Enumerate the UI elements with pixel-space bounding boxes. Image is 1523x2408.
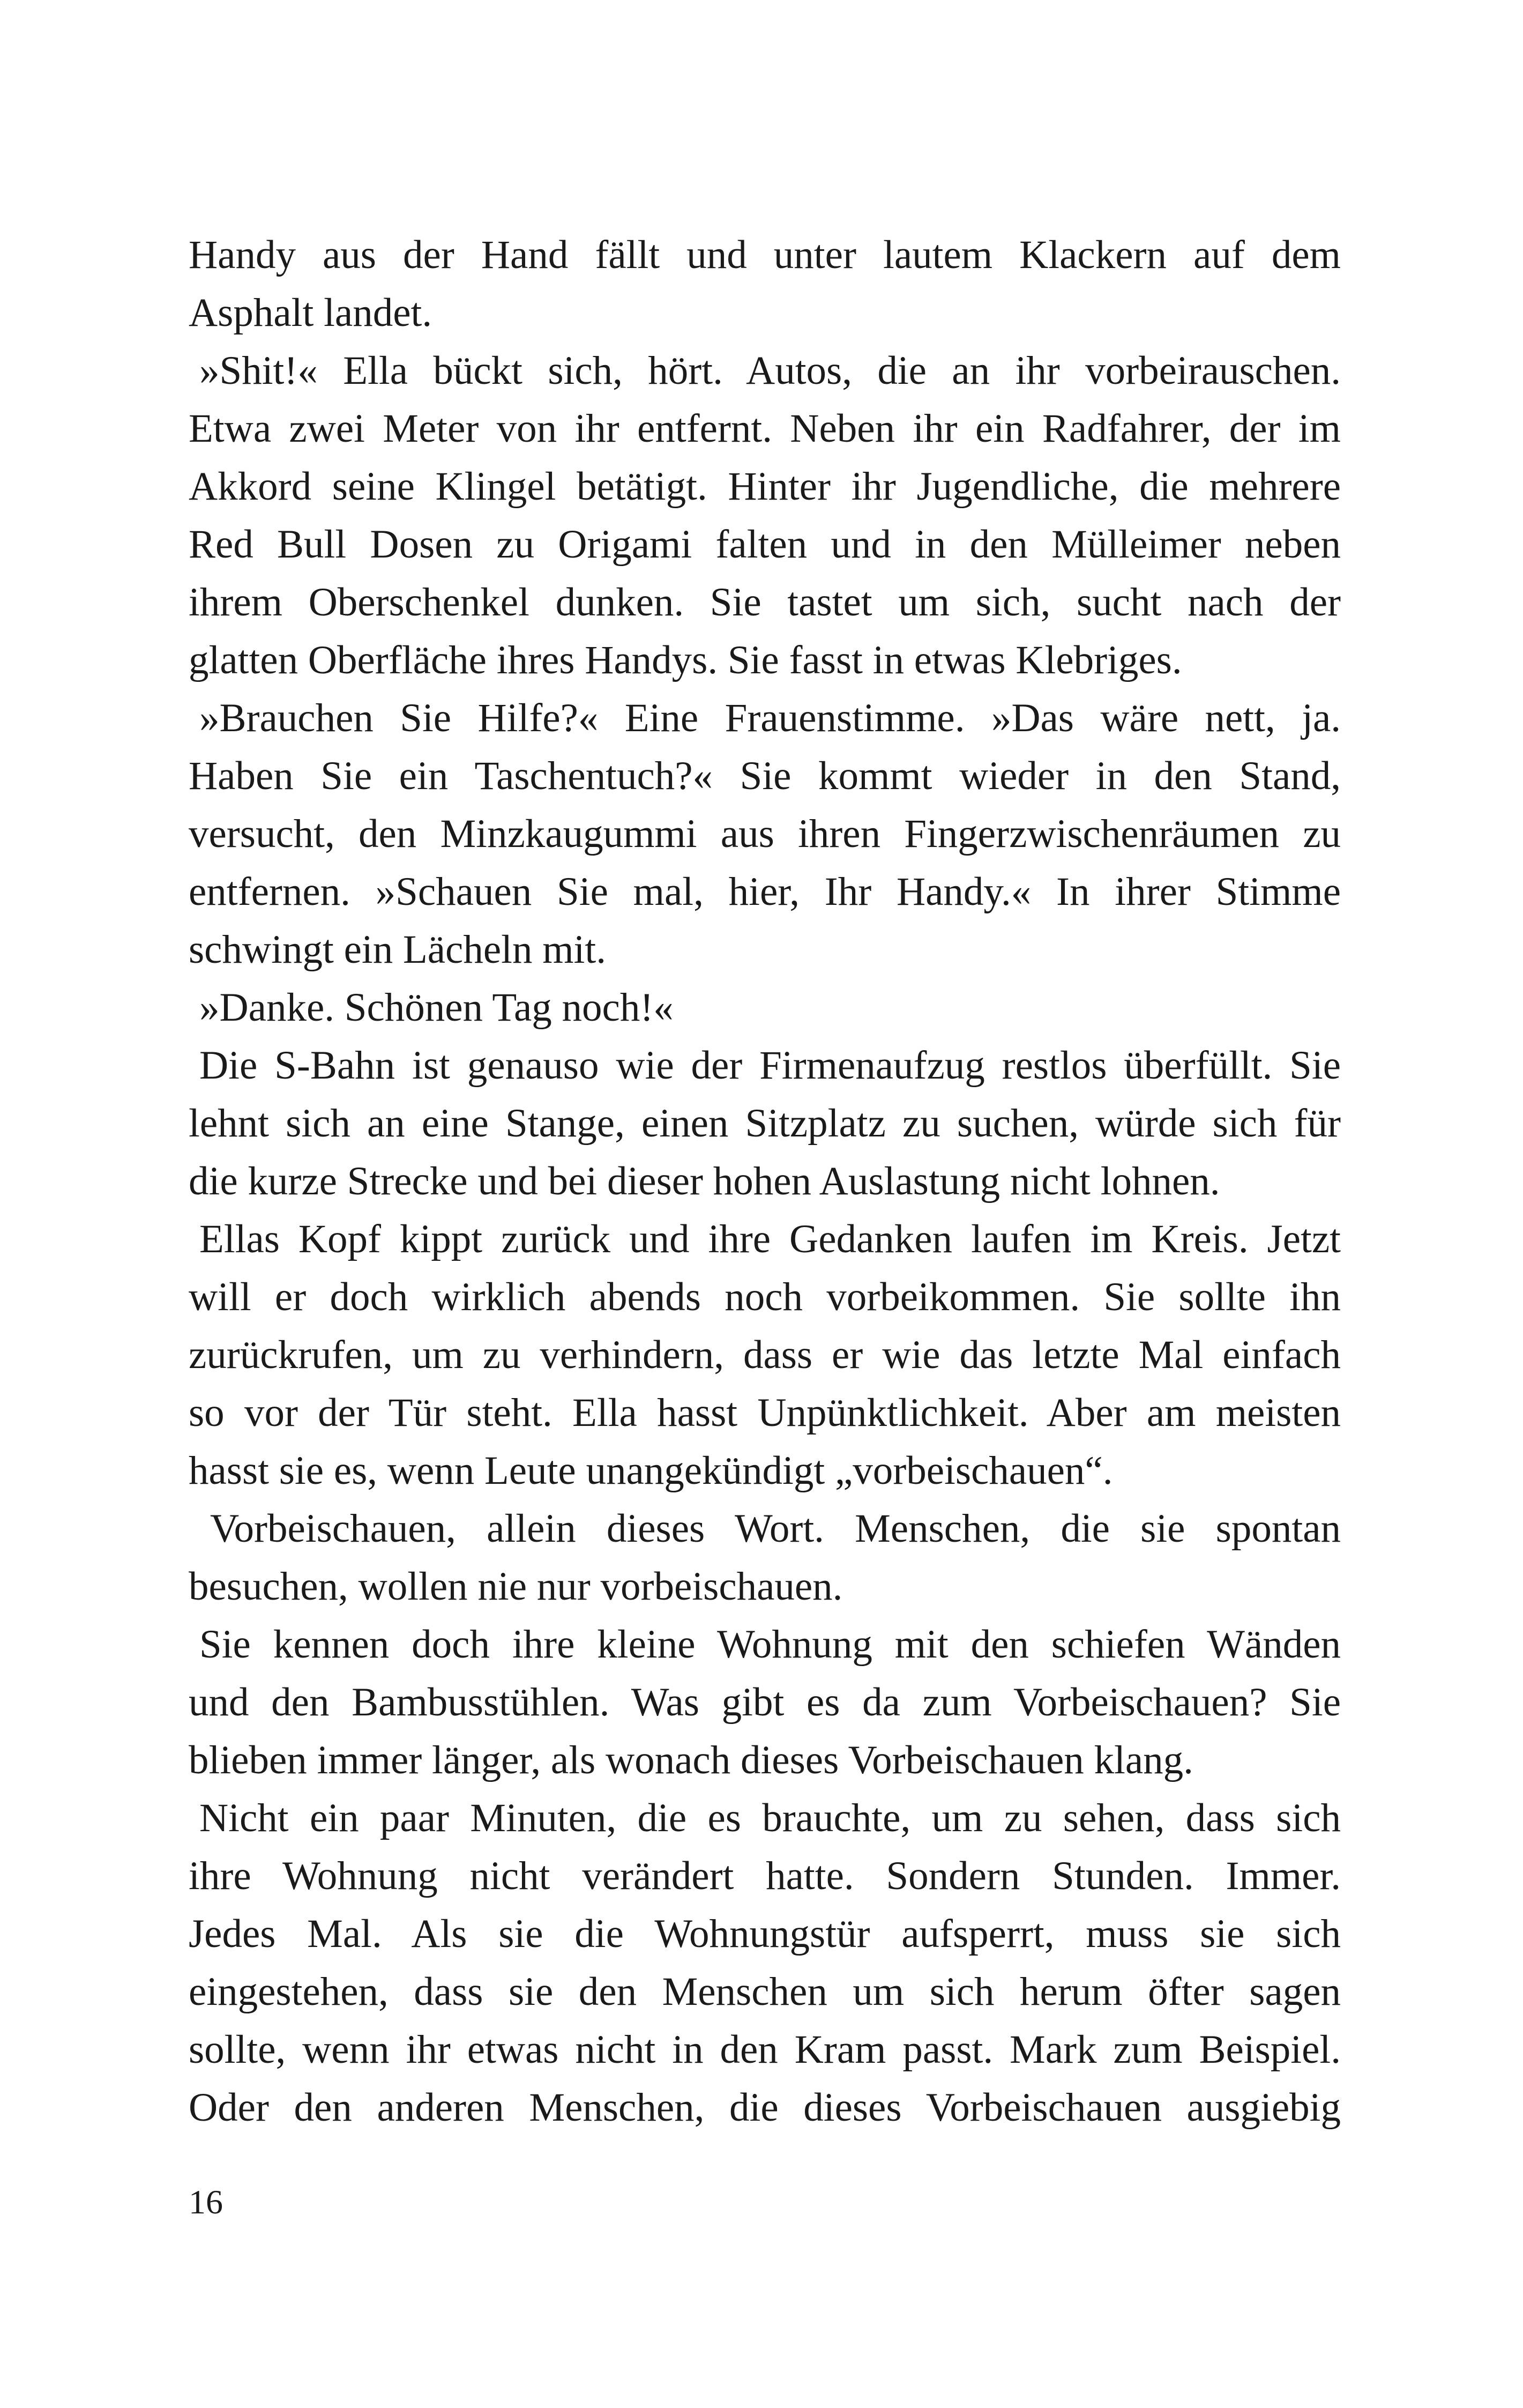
text-line: »Danke. Schönen Tag noch!« [199,985,674,1030]
text-line: die kurze Strecke und bei dieser hohen Auslastung nicht lohnen. [189,1159,1220,1203]
text-line: Asphalt landet. [189,291,432,335]
body-text [189,226,1341,2137]
text-line: hasst sie es, wenn Leute unangekündigt „vorbeischauen“. [189,1448,1113,1493]
text-line: Vorbeischauen, allein dieses Wort. Menschen, die sie spontan [210,1506,1341,1551]
text-line: will er doch wirklich abends noch vorbeikommen. Sie sollte ihn [189,1275,1341,1319]
text-line: eingestehen, dass sie den Menschen um sich herum öfter sagen [189,1969,1341,2014]
text-line: versucht, den Minzkaugummi aus ihren Fingerzwischenräumen zu [189,812,1341,856]
text-line: schwingt ein Lächeln mit. [189,927,606,972]
text-line: Etwa zwei Meter von ihr entfernt. Neben ihr ein Radfahrer, der im [189,406,1341,451]
text-line: Red Bull Dosen zu Origami falten und in den Mülleimer neben [189,522,1341,567]
text-line: Die S-Bahn ist genauso wie der Firmenaufzug restlos überfüllt. Sie [199,1043,1341,1088]
text-line: glatten Oberfläche ihres Handys. Sie fasst in etwas Klebriges. [189,638,1182,682]
text-line: ihre Wohnung nicht verändert hatte. Sondern Stunden. Immer. [189,1854,1341,1898]
text-line: »Brauchen Sie Hilfe?« Eine Frauenstimme. »Das wäre nett, ja. [199,696,1341,740]
text-line: Jedes Mal. Als sie die Wohnungstür aufsperrt, muss sie sich [189,1912,1341,1956]
text-line: Oder den anderen Menschen, die dieses Vorbeischauen ausgiebig [189,2085,1341,2130]
text-line: besuchen, wollen nie nur vorbeischauen. [189,1564,843,1609]
text-line: zurückrufen, um zu verhindern, dass er wie das letzte Mal einfach [189,1333,1341,1377]
text-line: Ellas Kopf kippt zurück und ihre Gedanken laufen im Kreis. Jetzt [199,1217,1341,1261]
text-line: lehnt sich an eine Stange, einen Sitzplatz zu suchen, würde sich für [189,1101,1341,1146]
text-line: blieben immer länger, als wonach dieses Vorbeischauen klang. [189,1738,1193,1782]
text-line: entfernen. »Schauen Sie mal, hier, Ihr Handy.« In ihrer Stimme [189,869,1341,914]
text-line: Akkord seine Klingel betätigt. Hinter ihr Jugendliche, die mehrere [189,464,1341,509]
text-line: Nicht ein paar Minuten, die es brauchte, um zu sehen, dass sich [199,1796,1341,1840]
text-line: Handy aus der Hand fällt und unter lautem Klackern auf dem [189,233,1341,277]
text-line: und den Bambusstühlen. Was gibt es da zum Vorbeischauen? Sie [189,1680,1341,1725]
text-line: Sie kennen doch ihre kleine Wohnung mit den schiefen Wänden [199,1622,1341,1667]
text-line: so vor der Tür steht. Ella hasst Unpünktlichkeit. Aber am meisten [189,1391,1341,1435]
text-line: ihrem Oberschenkel dunken. Sie tastet um sich, sucht nach der [189,580,1341,625]
text-line: sollte, wenn ihr etwas nicht in den Kram passt. Mark zum Beispiel. [189,2027,1341,2072]
text-line: »Shit!« Ella bückt sich, hört. Autos, die an ihr vorbeirauschen. [199,348,1341,393]
text-line: Haben Sie ein Taschentuch?« Sie kommt wieder in den Stand, [189,754,1341,798]
page-number: 16 [189,2183,223,2221]
